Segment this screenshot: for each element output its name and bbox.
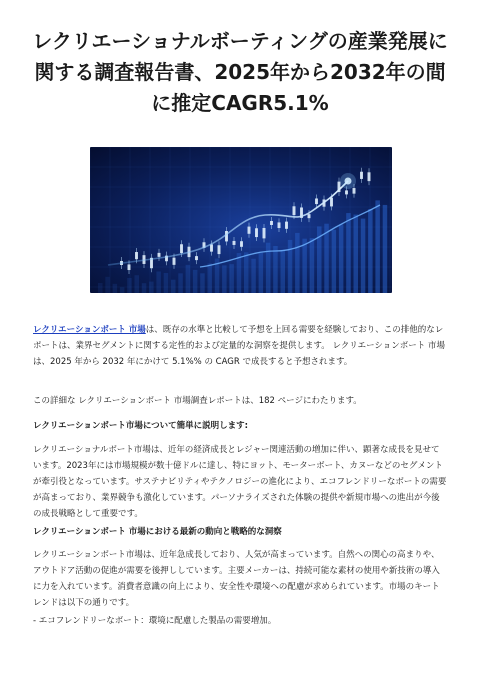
trend-bullet: - エコフレンドリーなボート：環境に配慮した製品の需要増加。 xyxy=(33,616,277,626)
market-report-link[interactable]: レクリエーションボート 市場 xyxy=(33,325,146,335)
page-title: レクリエーショナルボーティングの産業発展に関する調査報告書、2025年から2032年の間に推定CAGR5.1% xyxy=(32,29,448,115)
intro-paragraph xyxy=(33,322,447,370)
pages-note: この詳細な レクリエーションボート 市場調査レポートは、182 ページにわたります。 xyxy=(33,396,362,406)
section-heading-trends: レクリエーションボート 市場における最新の動向と戦略的な洞察 xyxy=(33,527,282,537)
section-trends-text: レクリエーションボート市場は、近年急成長しており、人気が高まっています。自然への関心の高まりや、アウトドア活動の促進が需要を後押ししています。主要メーカーは、持続可能な素材の使用や新技術の導入に力を入れています。消費者意識の向上により、安全性や環境への配慮が求められています。市場のキートレンドは以下の通りです。 xyxy=(33,550,440,608)
stock-chart-illustration xyxy=(90,147,392,293)
section-overview-text: レクリエーショナルボート市場は、近年の経済成長とレジャー関連活動の増加に伴い、顕著な成長を見せています。2023年には市場規模が数十億ドルに達し、特にヨット、モーターボート、カヌーなどのセグメントが牽引役となっています。サステナビリティやテクノロジーの進化により、エコフレンドリーなボートの需要が高まっており、業界競争も激化しています。パーソナライズされた体験の提供や新規市場への進出が今後の成長戦略として重要です。 xyxy=(33,445,447,519)
intro-text: は、既存の水準と比較して予想を上回る需要を経験しており、この排他的なレポートは、業界セグメントに関する定性的および定量的な洞察を提供します。 レクリエーションボート 市場は、2025 年から 2032 年にかけて 5.1%% の CAGR で成長すると予想されます。 xyxy=(33,325,445,367)
section-heading-overview: レクリエーションボート市場について簡単に説明します: xyxy=(33,421,249,431)
hero-image xyxy=(90,147,392,293)
